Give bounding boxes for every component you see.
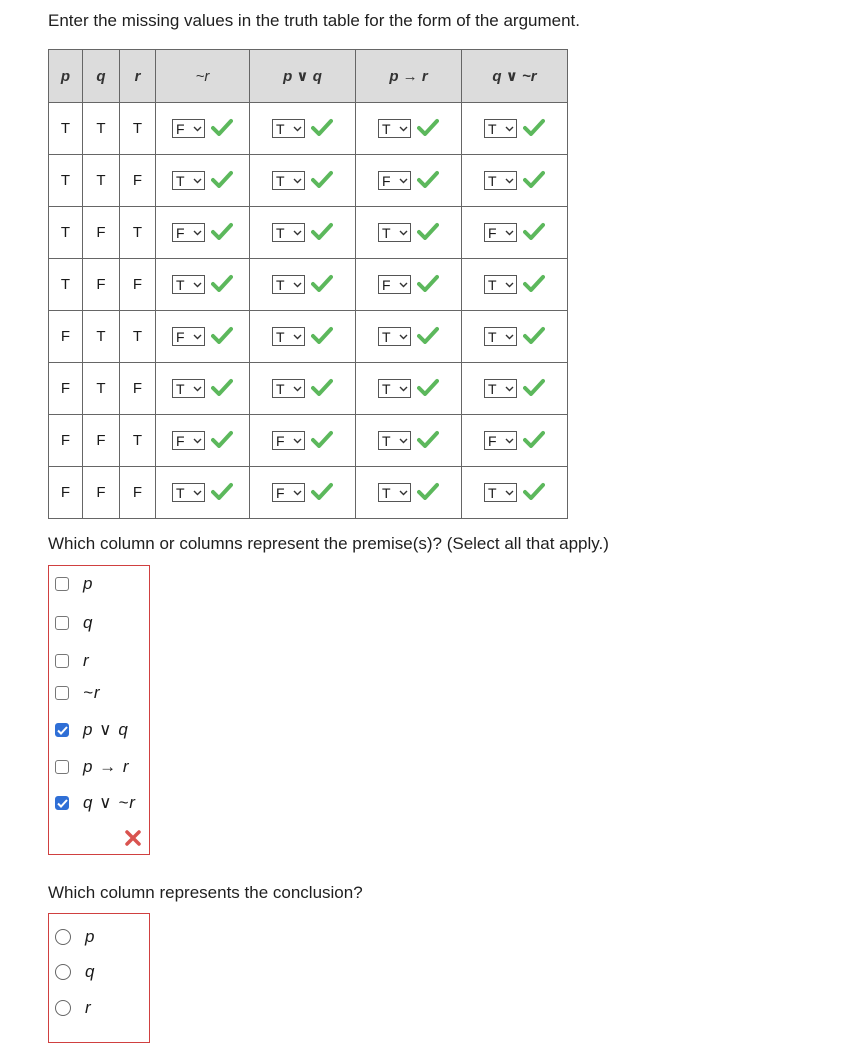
cell-r: T [120,311,156,363]
chevron-down-icon [293,334,302,340]
q-or-not-r-select[interactable] [484,379,517,398]
checkmark-icon [311,118,333,140]
cell-q: T [83,155,120,207]
cell-q-or-not-r [462,467,568,519]
select-value: T [276,328,285,345]
not-r-select[interactable] [172,119,205,138]
premise-option[interactable] [55,757,130,777]
chevron-down-icon [399,438,408,444]
checkbox[interactable] [55,760,69,774]
cell-p: F [49,415,83,467]
select-value: F [276,432,285,449]
cell-p-or-q [250,363,356,415]
question-truth-table: Enter the missing values in the truth table for the form of the argument. [48,11,580,30]
cell-not-r [156,207,250,259]
chevron-down-icon [193,438,202,444]
premise-option[interactable] [55,793,136,813]
premise-option-label: ~r [83,683,101,702]
question-premises: Which column or columns represent the premise(s)? (Select all that apply.) [48,534,609,553]
checkmark-icon [417,118,439,140]
radio-button[interactable] [55,964,71,980]
select-value: T [276,172,285,189]
table-row [49,467,568,519]
chevron-down-icon [505,438,514,444]
p-or-q-select[interactable] [272,171,305,190]
cell-p-or-q [250,207,356,259]
chevron-down-icon [293,386,302,392]
not-r-select[interactable] [172,431,205,450]
select-value: T [382,432,391,449]
conclusion-option-label: r [85,998,92,1017]
conclusion-option-label: p [85,927,96,946]
cell-r: T [120,103,156,155]
cell-r: F [120,363,156,415]
checkmark-icon [523,118,545,140]
cell-r: F [120,155,156,207]
cell-p-or-q [250,259,356,311]
premise-option-label: p → r [83,757,130,776]
not-r-select[interactable] [172,327,205,346]
cell-q-or-not-r [462,311,568,363]
checkmark-icon [417,170,439,192]
select-value: T [382,484,391,501]
p-or-q-select[interactable] [272,431,305,450]
chevron-down-icon [399,334,408,340]
cell-r: T [120,415,156,467]
cell-r: T [120,207,156,259]
cell-p: T [49,259,83,311]
p-implies-r-select[interactable] [378,327,411,346]
cell-q: F [83,415,120,467]
checkmark-icon [211,222,233,244]
chevron-down-icon [293,230,302,236]
cell-q: T [83,363,120,415]
chevron-down-icon [505,230,514,236]
not-r-select[interactable] [172,275,205,294]
chevron-down-icon [293,438,302,444]
q-or-not-r-select[interactable] [484,119,517,138]
checkmark-icon [311,170,333,192]
select-value: T [176,484,185,501]
chevron-down-icon [193,178,202,184]
conclusion-option-label: q [85,962,96,981]
table-header-row [49,50,568,103]
table-row [49,363,568,415]
checkmark-icon [211,274,233,296]
select-value: T [176,380,185,397]
not-r-select[interactable] [172,171,205,190]
checkmark-icon [211,482,233,504]
chevron-down-icon [505,282,514,288]
premise-option[interactable] [55,683,101,703]
chevron-down-icon [293,490,302,496]
premise-option-label: p ∨ q [83,720,129,739]
p-implies-r-select[interactable] [378,223,411,242]
not-r-select[interactable] [172,223,205,242]
checkmark-icon [211,430,233,452]
checkbox[interactable] [55,654,69,668]
cell-p-or-q [250,103,356,155]
header-p-implies-r: p → r [356,50,462,103]
cell-q: F [83,207,120,259]
q-or-not-r-select[interactable] [484,327,517,346]
checkmark-icon [311,482,333,504]
chevron-down-icon [399,178,408,184]
select-value: T [488,328,497,345]
checkmark-icon [211,170,233,192]
checkbox[interactable] [55,686,69,700]
premise-option[interactable] [55,651,90,671]
cell-p-implies-r [356,155,462,207]
select-value: T [488,120,497,137]
premise-option-label: q [83,613,94,632]
select-value: F [382,172,391,189]
chevron-down-icon [293,126,302,132]
cell-q-or-not-r [462,103,568,155]
p-or-q-select[interactable] [272,275,305,294]
header-p: p [49,50,83,103]
cell-q: F [83,259,120,311]
cell-not-r [156,415,250,467]
checkmark-icon [523,326,545,348]
cell-p-implies-r [356,311,462,363]
checkmark-icon [417,378,439,400]
cell-q: F [83,467,120,519]
header-p-or-q: p ∨ q [250,50,356,103]
checkbox[interactable] [55,616,69,630]
cell-not-r [156,467,250,519]
select-value: F [176,120,185,137]
chevron-down-icon [399,490,408,496]
p-or-q-select[interactable] [272,379,305,398]
cell-p-implies-r [356,467,462,519]
checkmark-icon [523,378,545,400]
chevron-down-icon [399,386,408,392]
p-or-q-select[interactable] [272,223,305,242]
select-value: T [382,328,391,345]
cell-p: T [49,103,83,155]
select-value: T [276,120,285,137]
cell-p-or-q [250,155,356,207]
question-conclusion: Which column represents the conclusion? [48,883,363,902]
chevron-down-icon [293,282,302,288]
q-or-not-r-select[interactable] [484,171,517,190]
checkbox[interactable] [55,796,69,810]
cell-p-implies-r [356,363,462,415]
cell-q-or-not-r [462,155,568,207]
cell-p-or-q [250,311,356,363]
select-value: T [382,224,391,241]
cell-p: T [49,155,83,207]
select-value: T [488,380,497,397]
cell-p-implies-r [356,103,462,155]
chevron-down-icon [399,282,408,288]
checkmark-icon [311,222,333,244]
checkmark-icon [211,378,233,400]
cell-p-or-q [250,415,356,467]
truth-table [48,49,568,519]
premise-option[interactable] [55,574,93,594]
chevron-down-icon [505,126,514,132]
table-row [49,155,568,207]
conclusion-option[interactable] [55,998,92,1018]
table-row [49,207,568,259]
select-value: T [276,380,285,397]
chevron-down-icon [193,334,202,340]
radio-button[interactable] [55,929,71,945]
cell-p: F [49,467,83,519]
header-not-r: ~r [156,50,250,103]
checkmark-icon [417,222,439,244]
cell-p: F [49,311,83,363]
chevron-down-icon [193,386,202,392]
q-or-not-r-select[interactable] [484,483,517,502]
cell-q-or-not-r [462,207,568,259]
table-row [49,415,568,467]
table-row [49,311,568,363]
q-or-not-r-select[interactable] [484,431,517,450]
chevron-down-icon [505,490,514,496]
cell-q-or-not-r [462,259,568,311]
select-value: F [382,276,391,293]
cell-p: F [49,363,83,415]
select-value: T [382,120,391,137]
premise-option-label: q ∨ ~r [83,793,136,812]
p-implies-r-select[interactable] [378,431,411,450]
checkmark-icon [523,170,545,192]
cell-q: T [83,311,120,363]
header-q: q [83,50,120,103]
conclusion-option[interactable] [55,962,95,982]
checkmark-icon [523,222,545,244]
select-value: T [382,380,391,397]
chevron-down-icon [193,490,202,496]
checkmark-icon [417,274,439,296]
header-q-or-not-r: q ∨ ~r [462,50,568,103]
cell-not-r [156,155,250,207]
premise-option[interactable] [55,720,129,740]
select-value: T [488,484,497,501]
cell-p-implies-r [356,415,462,467]
p-implies-r-select[interactable] [378,119,411,138]
select-value: T [488,172,497,189]
checkmark-icon [211,118,233,140]
checkmark-icon [523,482,545,504]
cell-p-implies-r [356,259,462,311]
select-value: F [176,432,185,449]
checkmark-icon [311,378,333,400]
cell-q-or-not-r [462,363,568,415]
premise-option[interactable] [55,613,93,633]
cell-p-implies-r [356,207,462,259]
checkmark-icon [417,482,439,504]
select-value: F [488,224,497,241]
chevron-down-icon [193,230,202,236]
checkmark-icon [417,430,439,452]
table-row [49,103,568,155]
p-implies-r-select[interactable] [378,171,411,190]
cell-p-or-q [250,467,356,519]
chevron-down-icon [505,178,514,184]
cell-not-r [156,259,250,311]
cell-not-r [156,363,250,415]
cell-p: T [49,207,83,259]
chevron-down-icon [399,230,408,236]
q-or-not-r-select[interactable] [484,223,517,242]
checkmark-icon [311,430,333,452]
select-value: F [276,484,285,501]
chevron-down-icon [293,178,302,184]
checkmark-icon [311,326,333,348]
select-value: T [176,172,185,189]
chevron-down-icon [505,386,514,392]
radio-button[interactable] [55,1000,71,1016]
cell-not-r [156,311,250,363]
select-value: T [276,224,285,241]
p-or-q-select[interactable] [272,483,305,502]
chevron-down-icon [193,282,202,288]
premise-option-label: r [83,651,90,670]
checkmark-icon [523,430,545,452]
cell-r: F [120,259,156,311]
select-value: F [176,224,185,241]
q-or-not-r-select[interactable] [484,275,517,294]
chevron-down-icon [399,126,408,132]
header-r: r [120,50,156,103]
checkbox[interactable] [55,723,69,737]
checkmark-icon [523,274,545,296]
cell-r: F [120,467,156,519]
select-value: T [276,276,285,293]
cell-q: T [83,103,120,155]
chevron-down-icon [193,126,202,132]
incorrect-icon [124,829,142,852]
p-implies-r-select[interactable] [378,483,411,502]
chevron-down-icon [505,334,514,340]
p-implies-r-select[interactable] [378,275,411,294]
checkmark-icon [311,274,333,296]
p-or-q-select[interactable] [272,327,305,346]
select-value: F [176,328,185,345]
select-value: T [176,276,185,293]
p-or-q-select[interactable] [272,119,305,138]
cell-q-or-not-r [462,415,568,467]
p-implies-r-select[interactable] [378,379,411,398]
checkmark-icon [417,326,439,348]
not-r-select[interactable] [172,483,205,502]
cell-not-r [156,103,250,155]
table-row [49,259,568,311]
checkbox[interactable] [55,577,69,591]
premise-option-label: p [83,574,94,593]
conclusion-option[interactable] [55,927,95,947]
select-value: T [488,276,497,293]
select-value: F [488,432,497,449]
not-r-select[interactable] [172,379,205,398]
checkmark-icon [211,326,233,348]
